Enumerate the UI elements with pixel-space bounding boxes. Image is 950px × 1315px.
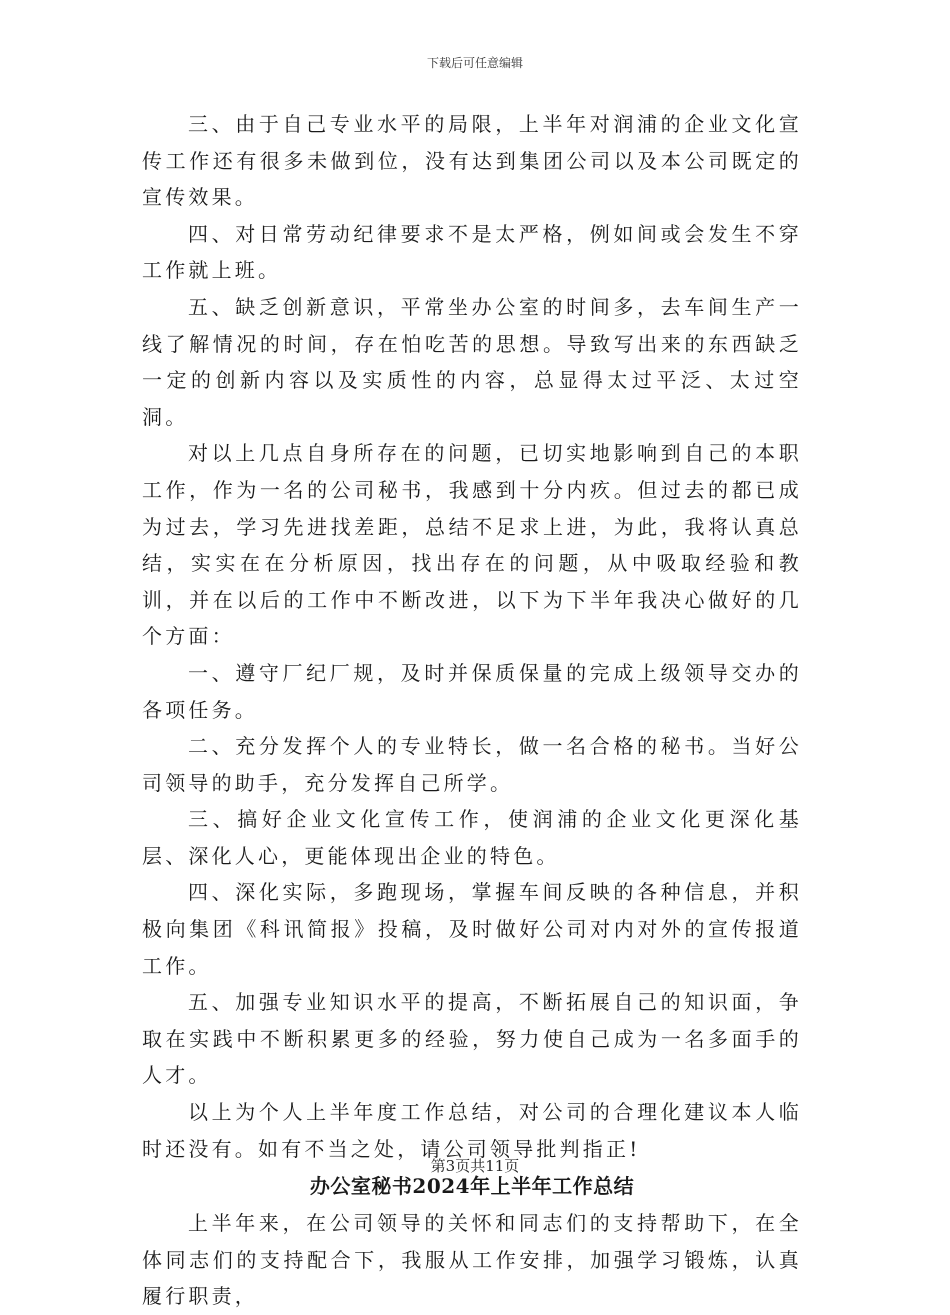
paragraph: 三、由于自己专业水平的局限，上半年对润浦的企业文化宣传工作还有很多未做到位，没有达到集团公司以及本公司既定的宣传效果。 <box>142 112 802 210</box>
paragraph: 一、遵守厂纪厂规，及时并保质保量的完成上级领导交办的各项任务。 <box>142 660 802 722</box>
paragraph: 二、充分发挥个人的专业特长，做一名合格的秘书。当好公司领导的助手，充分发挥自己所学。 <box>142 734 802 795</box>
paragraph: 四、对日常劳动纪律要求不是太严格，例如间或会发生不穿工作就上班。 <box>142 221 802 283</box>
paragraph: 三、搞好企业文化宣传工作，使润浦的企业文化更深化基层、深化人心，更能体现出企业的特色。 <box>142 807 802 868</box>
document-body <box>142 106 802 1315</box>
paragraph: 以上为个人上半年度工作总结，对公司的合理化建议本人临时还没有。如有不当之处，请公司领导批判指正! <box>142 1100 802 1161</box>
paragraph: 四、深化实际，多跑现场，掌握车间反映的各种信息，并积极向集团《科讯简报》投稿，及时做好公司对内对外的宣传报道工作。 <box>142 880 802 978</box>
paragraph: 五、缺乏创新意识，平常坐办公室的时间多，去车间生产一线了解情况的时间，存在怕吃苦的思想。导致写出来的东西缺乏一定的创新内容以及实质性的内容，总显得太过平泛、太过空洞。 <box>142 294 802 429</box>
paragraph: 五、加强专业知识水平的提高，不断拓展自己的知识面，争取在实践中不断积累更多的经验，努力使自己成为一名多面手的人才。 <box>142 990 802 1088</box>
paragraph: 对以上几点自身所存在的问题，已切实地影响到自己的本职工作，作为一名的公司秘书，我感到十分内疚。但过去的都已成为过去，学习先进找差距，总结不足求上进，为此，我将认真总结，实实在在分析原因，找出存在的问题，从中吸取经验和教训，并在以后的工作中不断改进，以下为下半年我决心做好的几个方面： <box>142 441 802 649</box>
page-footer: 第3页共11页 <box>430 1157 520 1175</box>
page-header: 下载后可任意编辑 <box>426 56 523 70</box>
paragraph: 上半年来，在公司领导的关怀和同志们的支持帮助下，在全体同志们的支持配合下，我服从工作安排，加强学习锻炼，认真履行职责， <box>142 1211 802 1309</box>
section-title: 办公室秘书2024年上半年工作总结 <box>309 1174 635 1199</box>
